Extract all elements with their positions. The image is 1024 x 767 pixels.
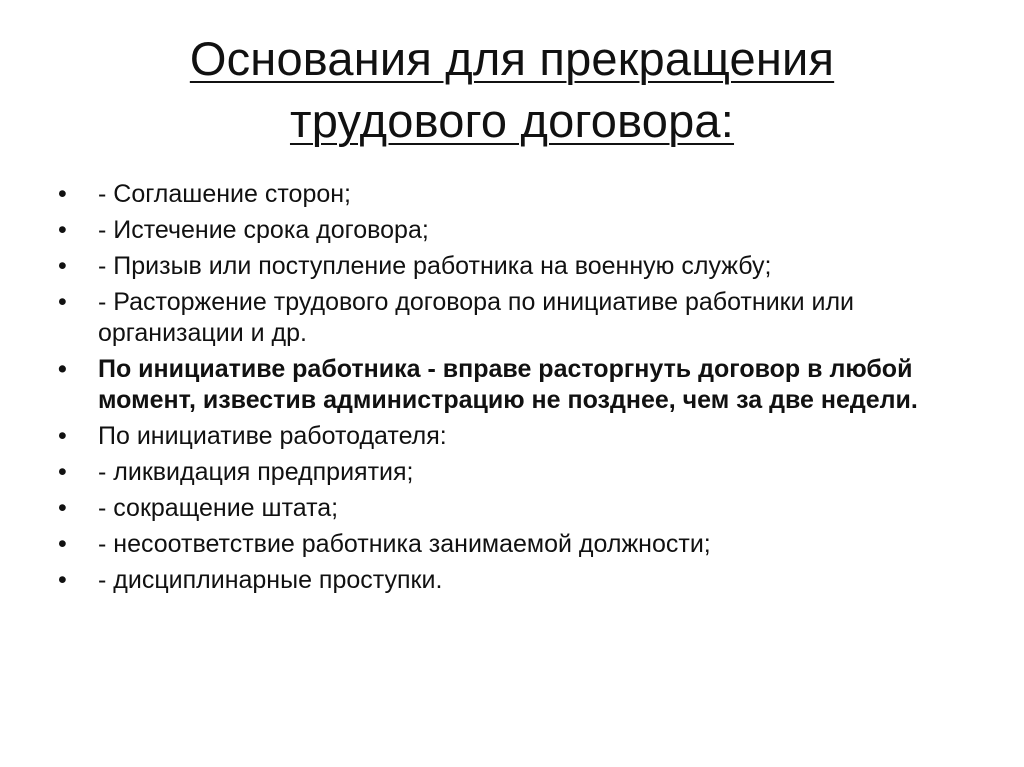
list-item xyxy=(58,457,958,488)
bullet-list xyxy=(58,179,958,601)
slide-title-line1: Основания для прекращения xyxy=(189,32,835,85)
list-item xyxy=(58,421,958,452)
list-item-text: - сокращение штата; xyxy=(98,494,339,522)
list-item-text: - Истечение срока договора; xyxy=(98,216,429,244)
list-item xyxy=(58,179,958,210)
bullet-icon: • xyxy=(58,252,67,280)
list-item-text: - Соглашение сторон; xyxy=(98,180,352,208)
bullet-icon: • xyxy=(58,566,67,594)
bullet-icon: • xyxy=(58,422,67,450)
list-item-emphasis xyxy=(58,354,958,416)
bullet-icon: • xyxy=(58,355,67,383)
list-item xyxy=(58,251,958,282)
list-item-text: - несоответствие работника занимаемой должности; xyxy=(98,530,711,558)
bullet-icon: • xyxy=(58,494,67,522)
bullet-icon: • xyxy=(58,216,67,244)
bullet-icon: • xyxy=(58,288,67,316)
list-item xyxy=(58,215,958,246)
list-item-text: - Расторжение трудового договора по инициативе работники или организации и др. xyxy=(98,288,855,347)
slide-title-line2: трудового договора: xyxy=(289,94,735,147)
list-item xyxy=(58,529,958,560)
bullet-icon: • xyxy=(58,458,67,486)
list-item xyxy=(58,565,958,596)
list-item xyxy=(58,287,958,349)
list-item xyxy=(58,493,958,524)
bullet-icon: • xyxy=(58,530,67,558)
list-item-text: - Призыв или поступление работника на военную службу; xyxy=(98,252,772,280)
slide-title xyxy=(60,28,964,152)
list-item-text: - дисциплинарные проступки. xyxy=(98,566,443,594)
list-item-text: По инициативе работника - вправе расторгнуть договор в любой момент, известив администрацию не позднее, чем за две недели. xyxy=(98,355,918,414)
bullet-icon: • xyxy=(58,180,67,208)
list-item-text: По инициативе работодателя: xyxy=(98,422,447,450)
list-item-text: - ликвидация предприятия; xyxy=(98,458,414,486)
